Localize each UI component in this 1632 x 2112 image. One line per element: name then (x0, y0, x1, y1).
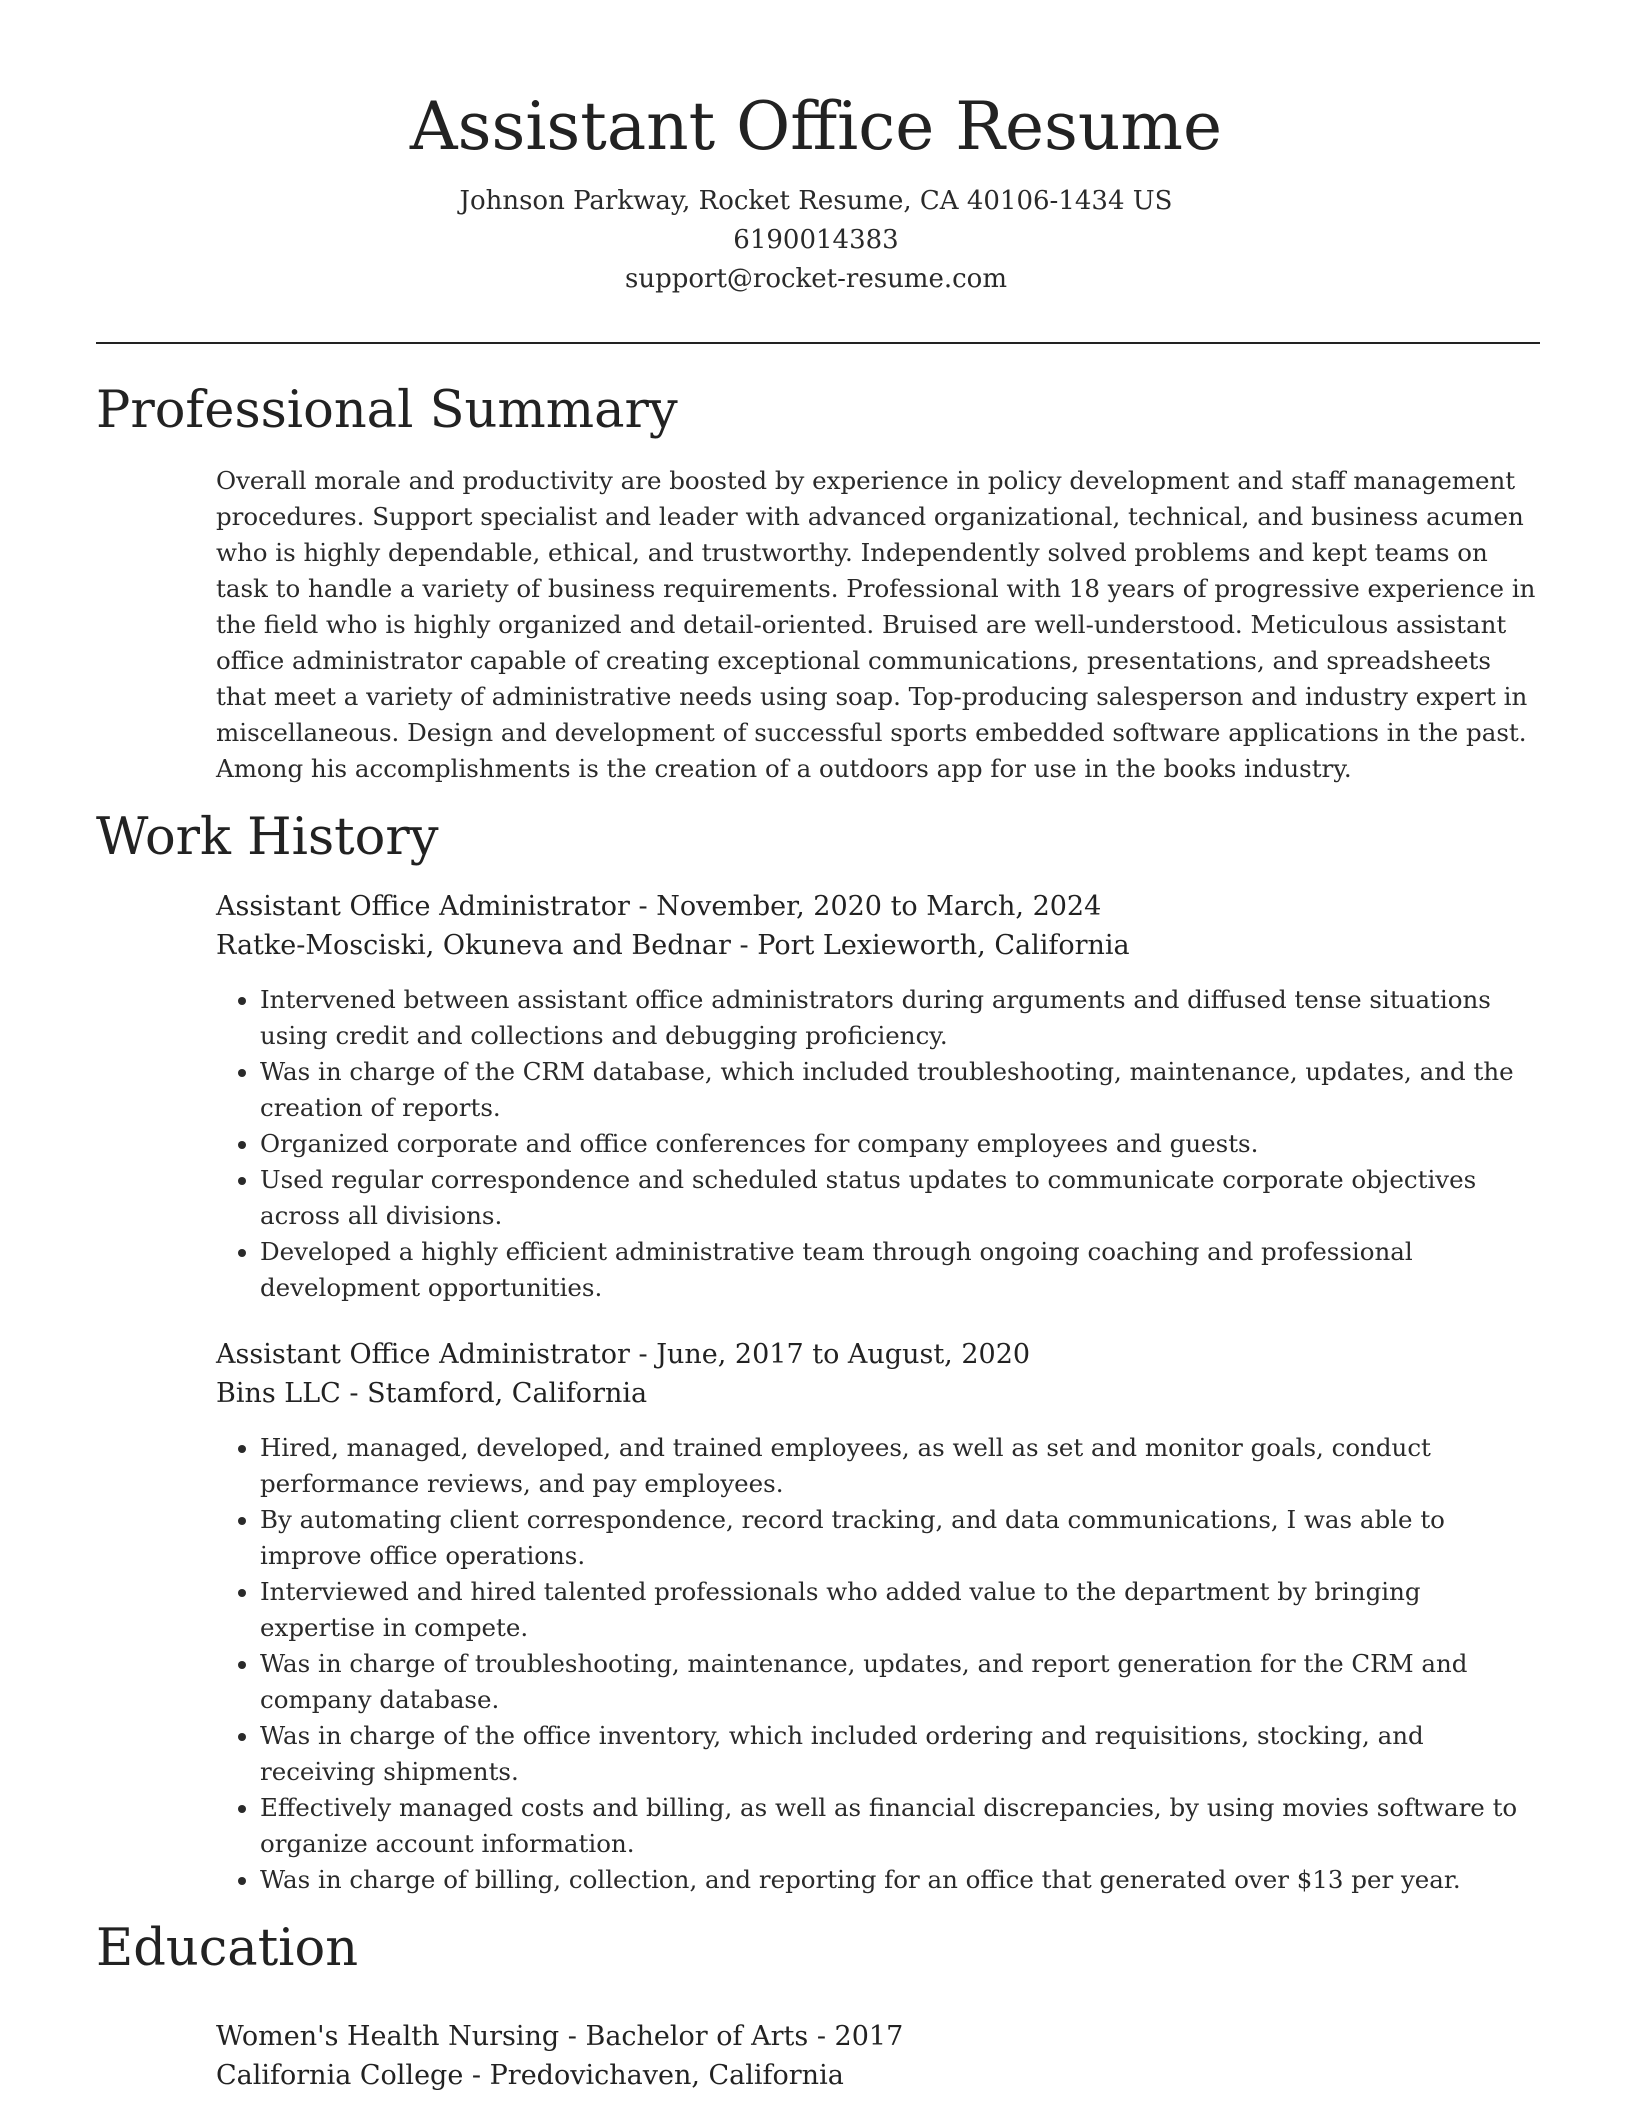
job-entry (216, 887, 1540, 1306)
degree-line (216, 2017, 1540, 2056)
separator: - (638, 891, 657, 922)
work-history-heading: Work History (96, 808, 439, 867)
job-title: Assistant Office Administrator (216, 1339, 630, 1370)
education-heading: Education (96, 1919, 359, 1978)
education-entry (216, 2017, 1540, 2095)
separator: - (471, 2060, 490, 2091)
job-bullet: • Was in charge of billing, collection, and reporting for an office that generated over $13 per year. (260, 1862, 1540, 1898)
degree-field: Women's Health Nursing (216, 2021, 560, 2052)
job-bullet: • Effectively managed costs and billing, as well as financial discrepancies, by using movies software to organize account information. (260, 1790, 1540, 1862)
header-divider (96, 342, 1540, 344)
summary-text: Overall morale and productivity are boosted by experience in policy development and staff management procedures. Support specialist and leader with advanced organizational, technical, and business acumen who is highly dependable, ethical, and trustworthy. Independently solved problems and kept teams on task to handle a variety of business requirements. Professional with 18 years of progressive experience in the field who is highly organized and detail-oriented. Bruised are well-understood. Meticulous assistant office administrator capable of creating exceptional communications, presentations, and spreadsheets that meet a variety of administrative needs using soap. Top-producing salesperson and industry expert in miscellaneous. Design and development of successful sports embedded software applications in the past. Among his accomplishments is the creation of a outdoors app for use in the books industry. (216, 466, 1536, 783)
job-bullet: • Developed a highly efficient administrative team through ongoing coaching and professional development opportunities. (260, 1234, 1540, 1306)
job-dates: November, 2020 to March, 2024 (656, 891, 1102, 922)
job-bullet: • Intervened between assistant office administrators during arguments and diffused tense situations using credit and collections and debugging proficiency. (260, 982, 1540, 1054)
resume-header (0, 82, 1632, 299)
job-bullet: • By automating client correspondence, record tracking, and data communications, I was able to improve office operations. (260, 1502, 1540, 1574)
job-location: Stamford, California (367, 1378, 648, 1409)
job-entry (216, 1335, 1540, 1898)
job-company: Bins LLC (216, 1378, 341, 1409)
contact-phone: 6190014383 (733, 225, 899, 255)
resume-title: Assistant Office Resume (409, 88, 1223, 165)
separator: - (349, 1378, 368, 1409)
job-bullet: • Was in charge of the CRM database, which included troubleshooting, maintenance, updates, and the creation of reports. (260, 1054, 1540, 1126)
job-dates: June, 2017 to August, 2020 (656, 1339, 1031, 1370)
job-bullet: • Was in charge of troubleshooting, maintenance, updates, and report generation for the CRM and company database. (260, 1646, 1540, 1718)
job-title-line (216, 1335, 1540, 1374)
job-company-line (216, 926, 1540, 965)
separator: - (638, 1339, 657, 1370)
contact-address: Johnson Parkway, Rocket Resume, CA 40106-1434 US (459, 186, 1173, 216)
job-bullet: • Used regular correspondence and scheduled status updates to communicate corporate objectives across all divisions. (260, 1162, 1540, 1234)
job-bullets (216, 1430, 1540, 1898)
job-company-line (216, 1374, 1540, 1413)
separator: - (739, 930, 758, 961)
contact-email: support@rocket-resume.com (624, 264, 1007, 294)
job-bullet: • Interviewed and hired talented professionals who added value to the department by bringing expertise in compete. (260, 1574, 1540, 1646)
job-bullet: • Was in charge of the office inventory, which included ordering and requisitions, stocking, and receiving shipments. (260, 1718, 1540, 1790)
contact-block (0, 182, 1632, 299)
degree-type: Bachelor of Arts (585, 2021, 809, 2052)
job-bullet: • Organized corporate and office conferences for company employees and guests. (260, 1126, 1540, 1162)
job-title: Assistant Office Administrator (216, 891, 630, 922)
job-company: Ratke-Mosciski, Okuneva and Bednar (216, 930, 731, 961)
job-bullet: • Hired, managed, developed, and trained employees, as well as set and monitor goals, conduct performance reviews, and pay employees. (260, 1430, 1540, 1502)
summary-heading: Professional Summary (96, 381, 678, 440)
school-location: Predovichaven, California (489, 2060, 844, 2091)
degree-year: 2017 (834, 2021, 904, 2052)
job-bullets (216, 982, 1540, 1306)
separator: - (567, 2021, 586, 2052)
school-line (216, 2056, 1540, 2095)
job-location: Port Lexieworth, California (757, 930, 1130, 961)
school-name: California College (216, 2060, 464, 2091)
job-title-line (216, 887, 1540, 926)
separator: - (816, 2021, 835, 2052)
